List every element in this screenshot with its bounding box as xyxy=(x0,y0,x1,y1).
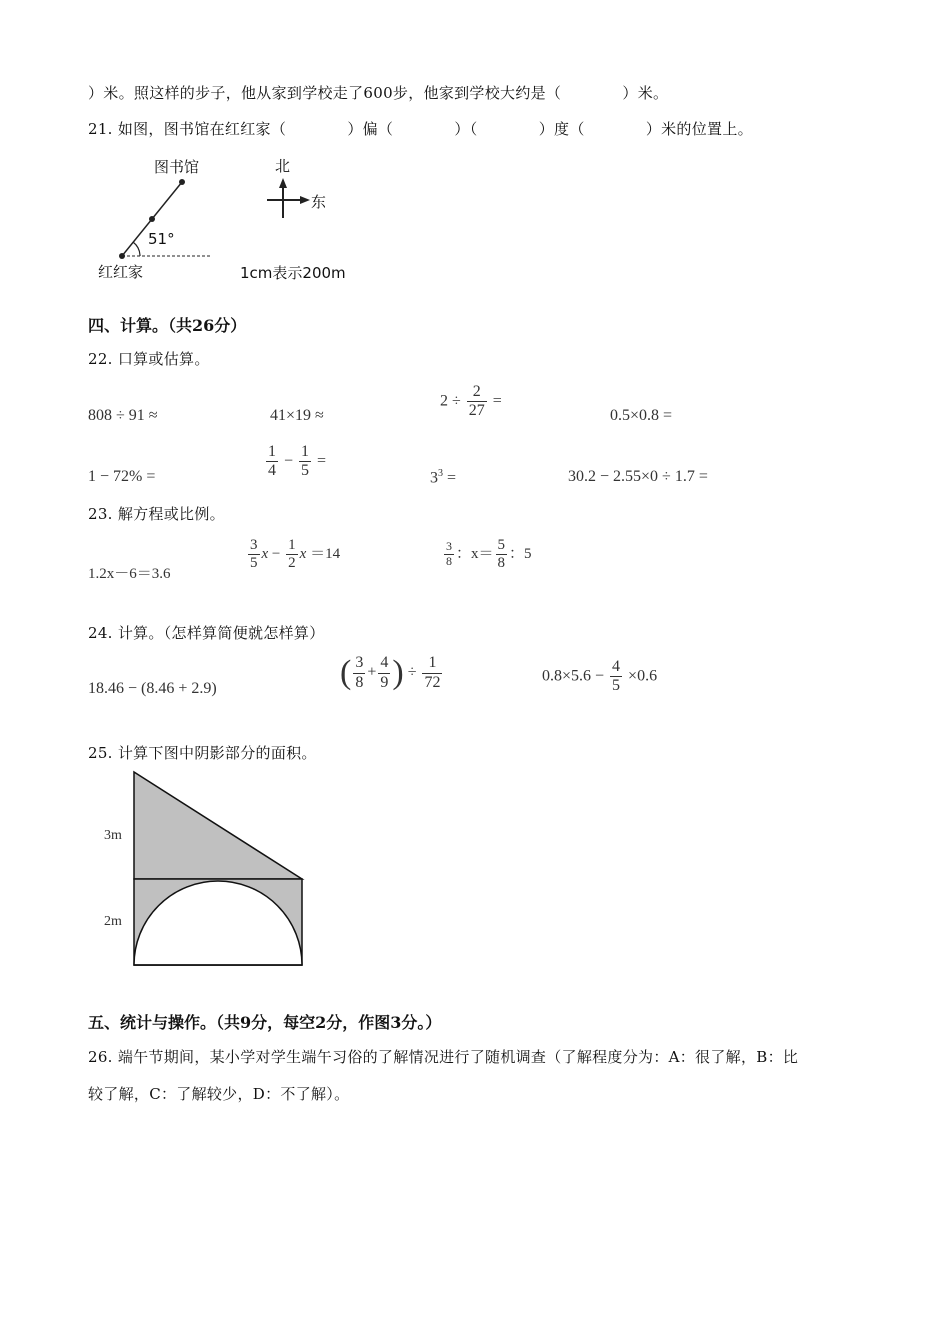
q25-figure-svg xyxy=(100,768,310,973)
q24-expr2-frac-a xyxy=(353,654,365,692)
q24-expr3-num: 4 xyxy=(612,658,621,675)
q23-expr2-b-den: 2 xyxy=(288,555,296,572)
q21-diagram xyxy=(90,150,360,290)
q22-expr7-exp: 3 xyxy=(438,468,443,479)
q24-title: 24. 计算。（怎样算简便就怎样算） xyxy=(88,624,325,642)
q23-expr2-var2: x xyxy=(299,546,307,563)
shaded-triangle xyxy=(134,772,302,879)
q24-expr2-c-den: 72 xyxy=(424,673,441,691)
q22-expr6-frac-b xyxy=(299,443,311,481)
q23-expr3-b-num: 5 xyxy=(497,537,506,553)
q24-expr2-a-num: 3 xyxy=(355,654,364,672)
q23-expr1: 1.2x－6＝3.6 xyxy=(88,566,171,582)
q22-expr6-frac-a xyxy=(266,443,278,481)
q22-expr3-den: 27 xyxy=(468,402,485,420)
q22-expr8: 30.2 − 2.55×0 ÷ 1.7 = xyxy=(568,468,708,485)
q23-expr2-frac-a xyxy=(248,537,260,573)
q24-expr2-plus: + xyxy=(367,663,377,681)
q24-expr2-div: ÷ xyxy=(407,663,417,681)
q23-expr2-frac-b xyxy=(286,537,298,573)
north-label: 北 xyxy=(275,157,291,175)
library-label: 图书馆 xyxy=(154,158,200,176)
q24-expr2-frac-c xyxy=(422,654,442,692)
q23-expr3-frac-b xyxy=(496,537,508,573)
q22-expr6-b-num: 1 xyxy=(301,443,310,460)
section4-heading: 四、计算。（共26分） xyxy=(88,316,247,335)
q22-expr3-num: 2 xyxy=(472,383,481,400)
q22-expr6-suffix: = xyxy=(317,452,327,470)
q23-expr3-a-num: 3 xyxy=(446,539,452,554)
q24-expr3 xyxy=(542,658,657,696)
q23-expr2-var1: x xyxy=(261,546,269,563)
q24-expr3-fraction xyxy=(610,658,622,696)
q23-expr3-suffix: ：5 xyxy=(509,546,532,563)
q25-figure xyxy=(100,768,310,973)
q23-expr2-b-num: 1 xyxy=(288,537,296,553)
q23-expr2-suffix: ＝14 xyxy=(310,546,341,563)
q26-line2: 较了解，C：了解较少，D：不了解）。 xyxy=(88,1085,350,1103)
q22-expr3-fraction xyxy=(467,383,487,421)
q23-expr2-a-num: 3 xyxy=(250,537,258,553)
q22-expr5: 1 − 72% = xyxy=(88,468,156,485)
q23-expr3-a-den: 8 xyxy=(446,554,452,569)
compass-east-arrow xyxy=(300,196,310,204)
q22-expr1: 808 ÷ 91 ≈ xyxy=(88,407,158,424)
q26-line1: 26. 端午节期间，某小学对学生端午习俗的了解情况进行了随机调查（了解程度分为：A：很了解，B：比 xyxy=(88,1048,799,1066)
angle-arc xyxy=(133,242,140,256)
q22-expr6 xyxy=(264,443,326,481)
q24-expr2-rparen: ) xyxy=(392,654,404,691)
q24-expr3-prefix: 0.8×5.6 − xyxy=(542,667,605,685)
q23-expr3-b-den: 8 xyxy=(497,555,506,572)
scale-label: 1cm表示200m xyxy=(240,264,346,282)
label-3m: 3m xyxy=(104,828,122,843)
q21-question: 21. 如图，图书馆在红红家（ ）偏（ ）（ ）度（ ）米的位置上。 xyxy=(88,120,753,138)
q22-expr6-a-den: 4 xyxy=(268,462,276,480)
q24-expr3-den: 5 xyxy=(612,677,621,695)
q23-expr3 xyxy=(442,537,532,573)
q24-expr2-c-num: 1 xyxy=(428,654,437,672)
q24-expr2-b-den: 9 xyxy=(380,673,389,691)
q22-expr6-op: − xyxy=(284,452,294,470)
section5-heading: 五、统计与操作。（共9分，每空2分，作图3分。） xyxy=(88,1013,442,1032)
q22-expr7 xyxy=(430,468,456,487)
q22-expr3-prefix: 2 ÷ xyxy=(440,392,461,410)
label-2m: 2m xyxy=(104,914,122,929)
q22-expr7-suffix: = xyxy=(447,469,457,487)
q22-expr7-base: 3 xyxy=(430,469,438,487)
q23-expr3-mid: ：x＝ xyxy=(456,546,494,563)
q24-expr1: 18.46 − (8.46 + 2.9) xyxy=(88,680,217,697)
q23-expr2 xyxy=(246,537,340,573)
q24-expr2-frac-b xyxy=(378,654,390,692)
q22-expr6-b-den: 5 xyxy=(301,462,310,480)
compass-north-arrow xyxy=(279,178,287,188)
q22-expr4: 0.5×0.8 = xyxy=(610,407,673,424)
east-label: 东 xyxy=(311,193,327,211)
q22-expr2: 41×19 ≈ xyxy=(270,407,324,424)
home-label: 红红家 xyxy=(98,263,144,281)
q23-expr3-frac-a xyxy=(444,540,454,569)
q24-expr2-a-den: 8 xyxy=(355,673,364,691)
q22-title: 22. 口算或估算。 xyxy=(88,350,210,368)
q24-expr3-suffix: ×0.6 xyxy=(628,667,658,685)
q23-expr2-a-den: 5 xyxy=(250,555,258,572)
q22-expr3-suffix: = xyxy=(492,392,502,410)
angle-label: 51° xyxy=(148,230,175,248)
q22-expr3 xyxy=(440,383,502,421)
library-point xyxy=(179,179,185,185)
q23-expr2-op: − xyxy=(271,546,281,563)
q22-expr6-a-num: 1 xyxy=(268,443,276,460)
mid-point xyxy=(149,216,155,222)
q24-expr2-lparen: ( xyxy=(340,654,352,691)
q20-tail-text: ）米。照这样的步子，他从家到学校走了600步，他家到学校大约是（ ）米。 xyxy=(88,84,669,102)
q24-expr2 xyxy=(340,654,444,692)
q23-title: 23. 解方程或比例。 xyxy=(88,505,225,523)
q25-title: 25. 计算下图中阴影部分的面积。 xyxy=(88,744,317,762)
q24-expr2-b-num: 4 xyxy=(380,654,389,672)
